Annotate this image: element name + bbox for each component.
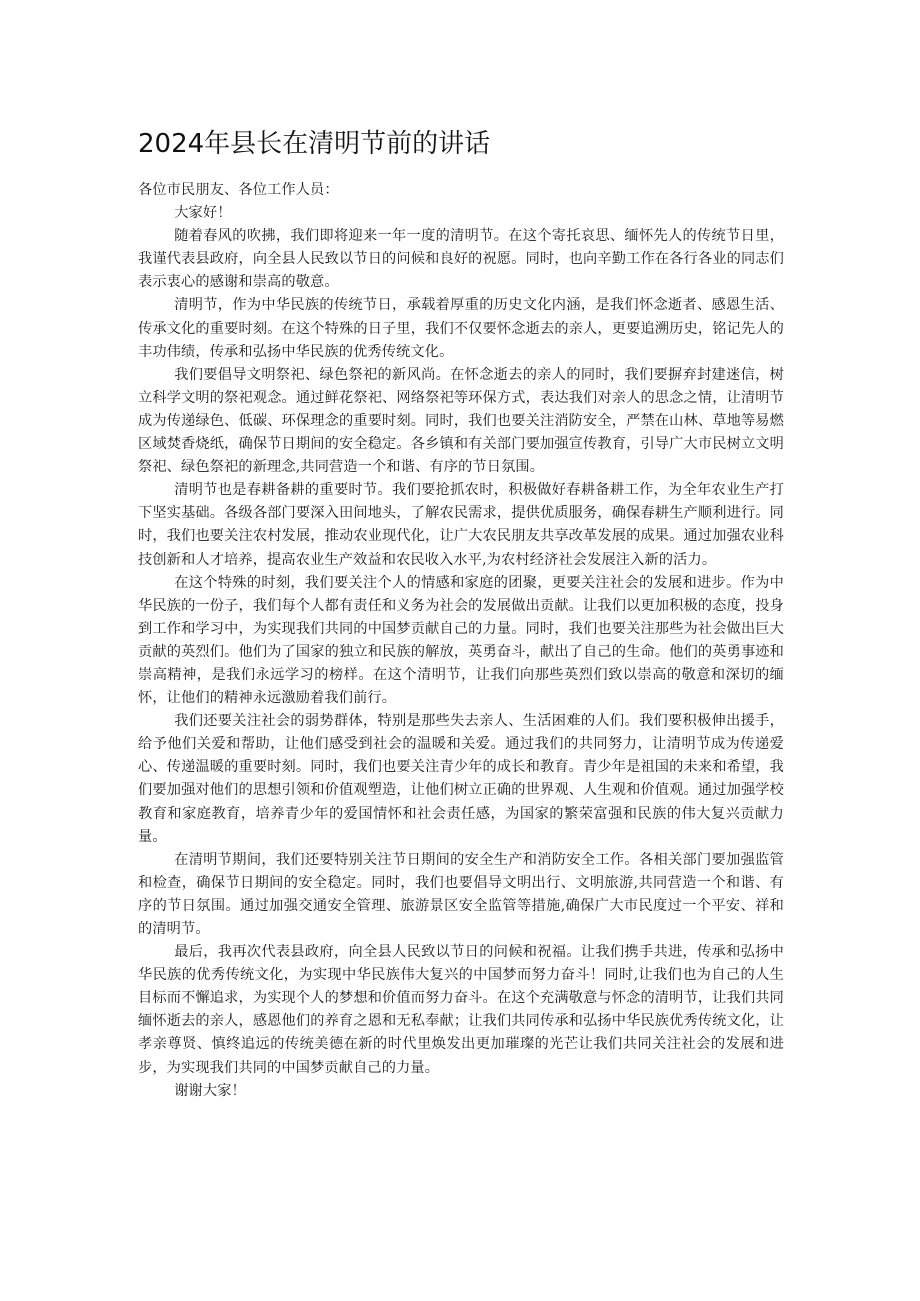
paragraph: 随着春风的吹拂，我们即将迎来一年一度的清明节。在这个寄托哀思、缅怀先人的传统节日里，我谨代表县政府，向全县人民致以节日的问候和良好的祝愿。同时，也向辛勤工作在各行各业的同志们表示衷心的感谢和崇高的敬意。 — [138, 228, 784, 291]
paragraph: 在清明节期间，我们还要特别关注节日期间的安全生产和消防安全工作。各相关部门要加强监管和检查，确保节日期间的安全稳定。同时，我们也要倡导文明出行、文明旅游,共同营造一个和谐、有序的节日氛围。通过加强交通安全管理、旅游景区安全监管等措施,确保广大市民度过一个平安、祥和的清明节。 — [138, 851, 784, 937]
paragraph: 最后，我再次代表县政府，向全县人民致以节日的问候和祝福。让我们携手共进，传承和弘扬中华民族的优秀传统文化，为实现中华民族伟大复兴的中国梦而努力奋斗！同时,让我们也为自己的人生目标而不懈追求，为实现个人的梦想和价值而努力奋斗。在这个充满敬意与怀念的清明节，让我们共同缅怀逝去的亲人，感恩他们的养育之恩和无私奉献；让我们共同传承和弘扬中华民族优秀传统文化，让孝亲尊贤、慎终追远的传统美德在新的时代里焕发出更加璀璨的光芒让我们共同关注社会的发展和进步，为实现我们共同的中国梦贡献自己的力量。 — [138, 944, 784, 1076]
salutation: 各位市民朋友、各位工作人员： — [138, 182, 339, 198]
paragraph: 我们要倡导文明祭祀、绿色祭祀的新风尚。在怀念逝去的亲人的同时，我们要摒弃封建迷信，树立科学文明的祭祀观念。通过鲜花祭祀、网络祭祀等环保方式，表达我们对亲人的思念之情，让清明节成为传递绿色、低碳、环保理念的重要时刻。同时，我们也要关注消防安全，严禁在山林、草地等易燃区域焚香烧纸，确保节日期间的安全稳定。各乡镇和有关部门要加强宣传教育，引导广大市民树立文明祭祀、绿色祭祀的新理念,共同营造一个和谐、有序的节日氛围。 — [138, 366, 784, 476]
greeting: 大家好！ — [174, 205, 232, 222]
paragraph: 在这个特殊的时刻，我们要关注个人的情感和家庭的团聚，更要关注社会的发展和进步。作为中华民族的一份子，我们每个人都有责任和义务为社会的发展做出贡献。让我们以更加积极的态度，投身到工作和学习中，为实现我们共同的中国梦贡献自己的力量。同时，我们也要关注那些为社会做出巨大贡献的英烈们。他们为了国家的独立和民族的解放，英勇奋斗，献出了自己的生命。他们的英勇事迹和崇高精神，是我们永远学习的榜样。在这个清明节，让我们向那些英烈们致以崇高的敬意和深切的缅怀，让他们的精神永远激励着我们前行。 — [138, 574, 784, 707]
paragraph: 清明节也是春耕备耕的重要时节。我们要抢抓农时，积极做好春耕备耕工作，为全年农业生产打下坚实基础。各级各部门要深入田间地头，了解农民需求，提供优质服务，确保春耕生产顺利进行。同时，我们也要关注农村发展，推动农业现代化，让广大农民朋友共享改革发展的成果。通过加强农业科技创新和人才培养，提高农业生产效益和农民收入水平,为农村经济社会发展注入新的活力。 — [138, 482, 784, 568]
closing: 谢谢大家！ — [174, 1082, 246, 1099]
paragraph: 清明节，作为中华民族的传统节日，承载着厚重的历史文化内涵，是我们怀念逝者、感恩生活、传承文化的重要时刻。在这个特殊的日子里，我们不仅要怀念逝去的亲人，更要追溯历史，铭记先人的丰功伟绩，传承和弘扬中华民族的优秀传统文化。 — [138, 297, 784, 360]
document-body — [138, 179, 784, 1103]
document-title: 2024年县长在清明节前的讲话 — [138, 129, 491, 159]
paragraph: 我们还要关注社会的弱势群体，特别是那些失去亲人、生活困难的人们。我们要积极伸出援手，给予他们关爱和帮助，让他们感受到社会的温暖和关爱。通过我们的共同努力，让清明节成为传递爱心、传递温暖的重要时刻。同时，我们也要关注青少年的成长和教育。青少年是祖国的未来和希望，我们要加强对他们的思想引领和价值观塑造，让他们树立正确的世界观、人生观和价值观。通过加强学校教育和家庭教育，培养青少年的爱国情怀和社会责任感，为国家的繁荣富强和民族的伟大复兴贡献力量。 — [138, 713, 784, 845]
